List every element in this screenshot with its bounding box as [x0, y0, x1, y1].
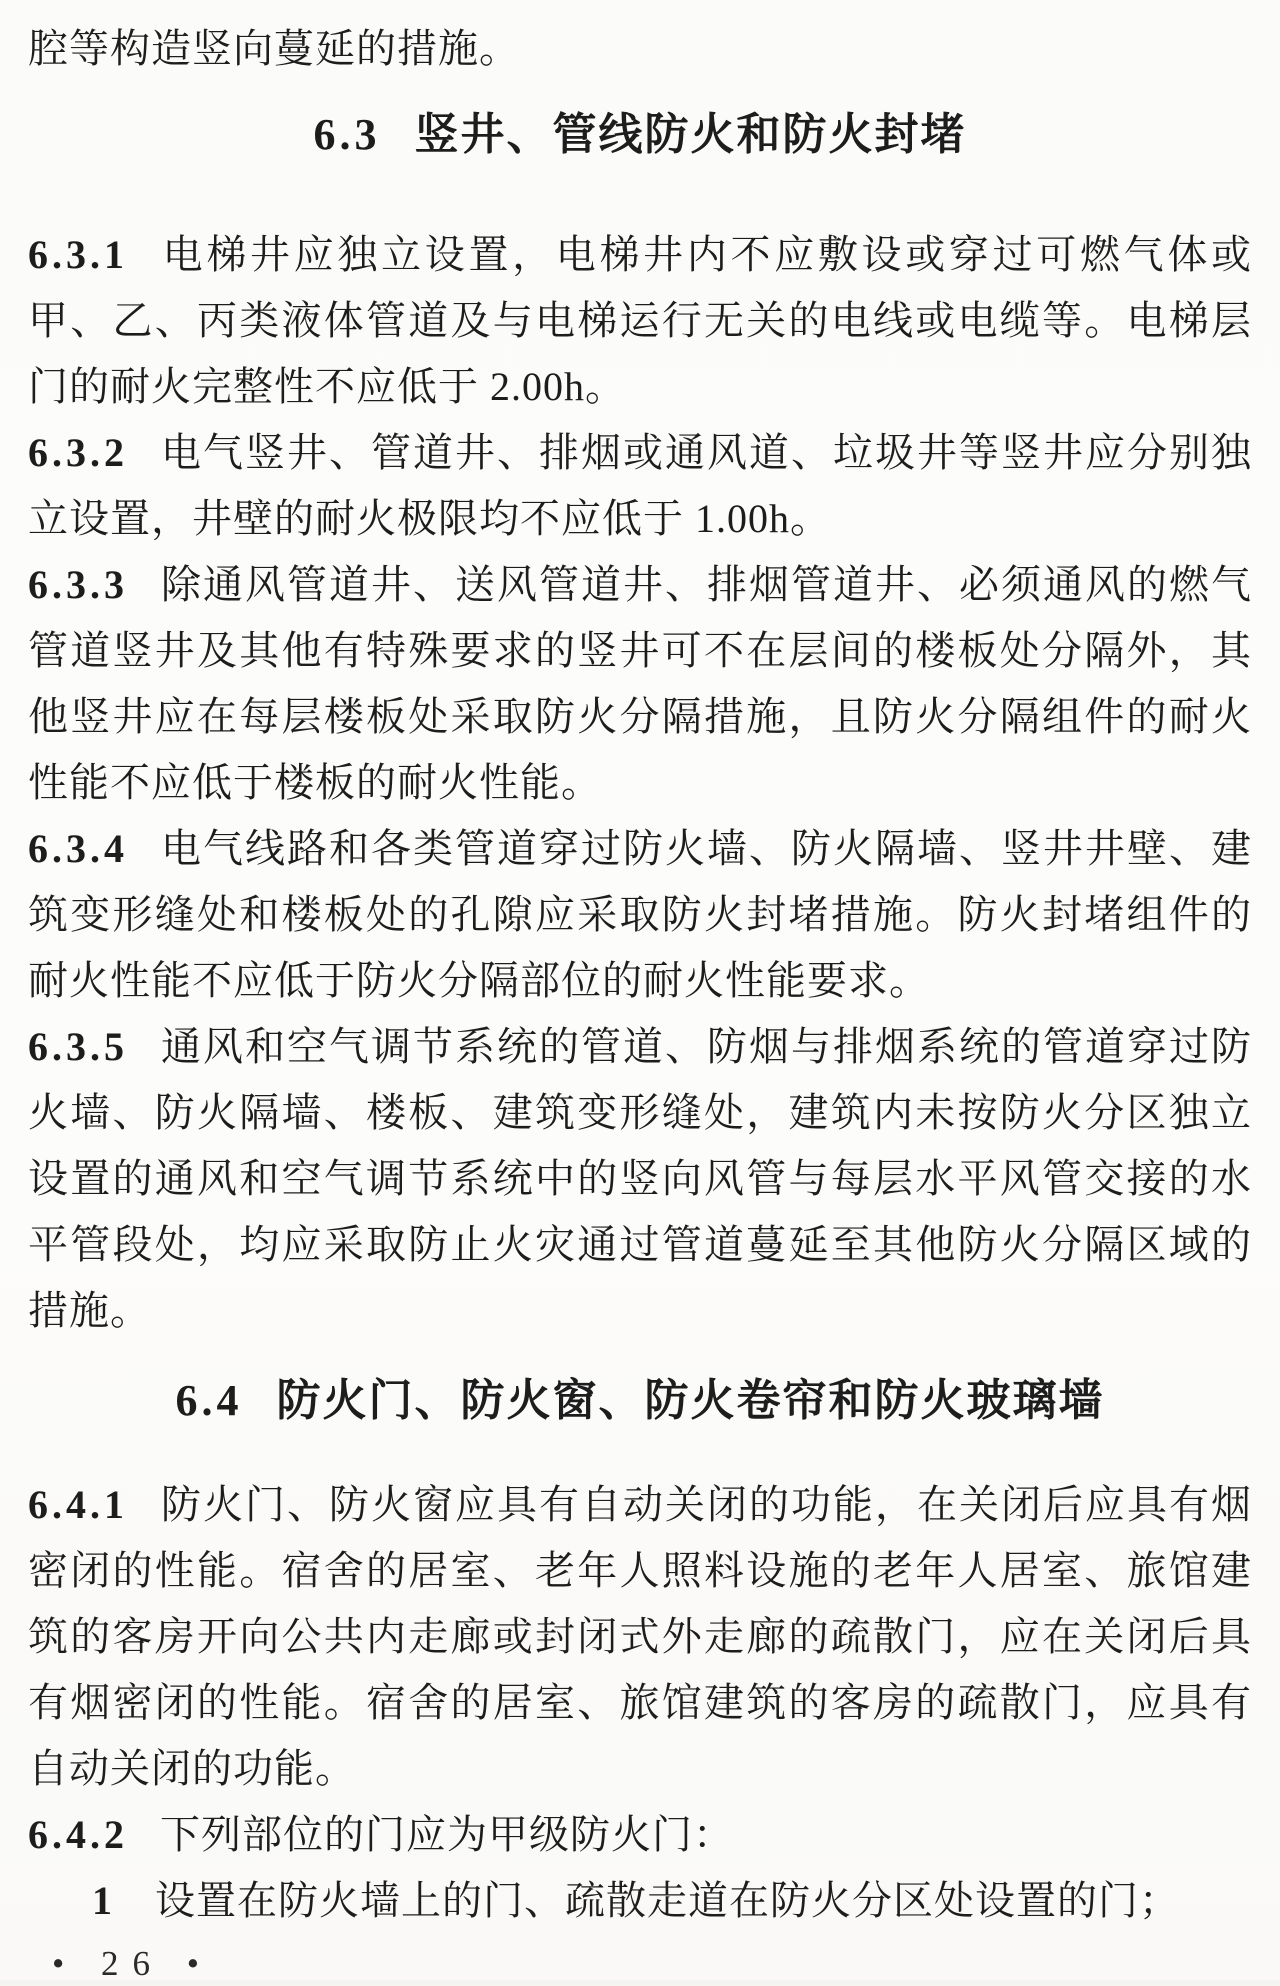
- clause-number: 6.3.4: [28, 826, 128, 871]
- section-heading-6-4: [28, 1370, 1252, 1432]
- clause-number: 6.4.1: [28, 1482, 128, 1527]
- clause-number: 6.3.1: [28, 232, 128, 277]
- section-title: 防火门、防火窗、防火卷帘和防火玻璃墙: [276, 1376, 1105, 1425]
- clause-text: 电气线路和各类管道穿过防火墙、防火隔墙、竖井井壁、建筑变形缝处和楼板处的孔隙应采取防火封堵措施。防火封堵组件的耐火性能不应低于防火分隔部位的耐火性能要求。: [28, 826, 1252, 1003]
- item-text: 设置在防火墙上的门、疏散走道在防火分区处设置的门；: [155, 1878, 1180, 1923]
- clause-text: 电气竖井、管道井、排烟或通风道、垃圾井等竖井应分别独立设置，井壁的耐火极限均不应低于 1.00h。: [28, 430, 1252, 541]
- clause-text: 通风和空气调节系统的管道、防烟与排烟系统的管道穿过防火墙、防火隔墙、楼板、建筑变形缝处，建筑内未按防火分区独立设置的通风和空气调节系统中的竖向风管与每层水平风管交接的水平管段处，均应采取防止火灾通过管道蔓延至其他防火分隔区域的措施。: [28, 1024, 1252, 1333]
- clause-6-3-4: [28, 816, 1252, 1014]
- section-number: 6.3: [313, 110, 381, 159]
- clause-text: 下列部位的门应为甲级防火门：: [160, 1812, 734, 1857]
- clause-text: 防火门、防火窗应具有自动关闭的功能，在关闭后应具有烟密闭的性能。宿舍的居室、老年人照料设施的老年人居室、旅馆建筑的客房开向公共内走廊或封闭式外走廊的疏散门，应在关闭后具有烟密闭的性能。宿舍的居室、旅馆建筑的客房的疏散门，应具有自动关闭的功能。: [28, 1482, 1252, 1791]
- list-item-1: [28, 1868, 1252, 1934]
- clause-6-4-2: [28, 1802, 1252, 1868]
- clause-text: 除通风管道井、送风管道井、排烟管道井、必须通风的燃气管道竖井及其他有特殊要求的竖井可不在层间的楼板处分隔外，其他竖井应在每层楼板处采取防火分隔措施，且防火分隔组件的耐火性能不应低于楼板的耐火性能。: [28, 562, 1252, 805]
- item-number: 1: [92, 1878, 113, 1923]
- page-number: • 26 •: [52, 1944, 214, 1983]
- section-title: 竖井、管线防火和防火封堵: [414, 110, 967, 159]
- clause-6-3-1: [28, 222, 1252, 420]
- clause-number: 6.3.5: [28, 1024, 128, 1069]
- section-heading-6-3: [28, 104, 1252, 166]
- continuation-paragraph: 腔等构造竖向蔓延的措施。: [28, 26, 520, 71]
- clause-6-3-3: [28, 552, 1252, 816]
- clause-6-4-1: [28, 1472, 1252, 1802]
- clause-number: 6.3.3: [28, 562, 128, 607]
- clause-text: 电梯井应独立设置，电梯井内不应敷设或穿过可燃气体或甲、乙、丙类液体管道及与电梯运行无关的电线或电缆等。电梯层门的耐火完整性不应低于 2.00h。: [28, 232, 1252, 409]
- clause-number: 6.4.2: [28, 1812, 128, 1857]
- clause-6-3-5: [28, 1014, 1252, 1344]
- section-number: 6.4: [175, 1376, 243, 1425]
- clause-number: 6.3.2: [28, 430, 128, 475]
- clause-6-3-2: [28, 420, 1252, 552]
